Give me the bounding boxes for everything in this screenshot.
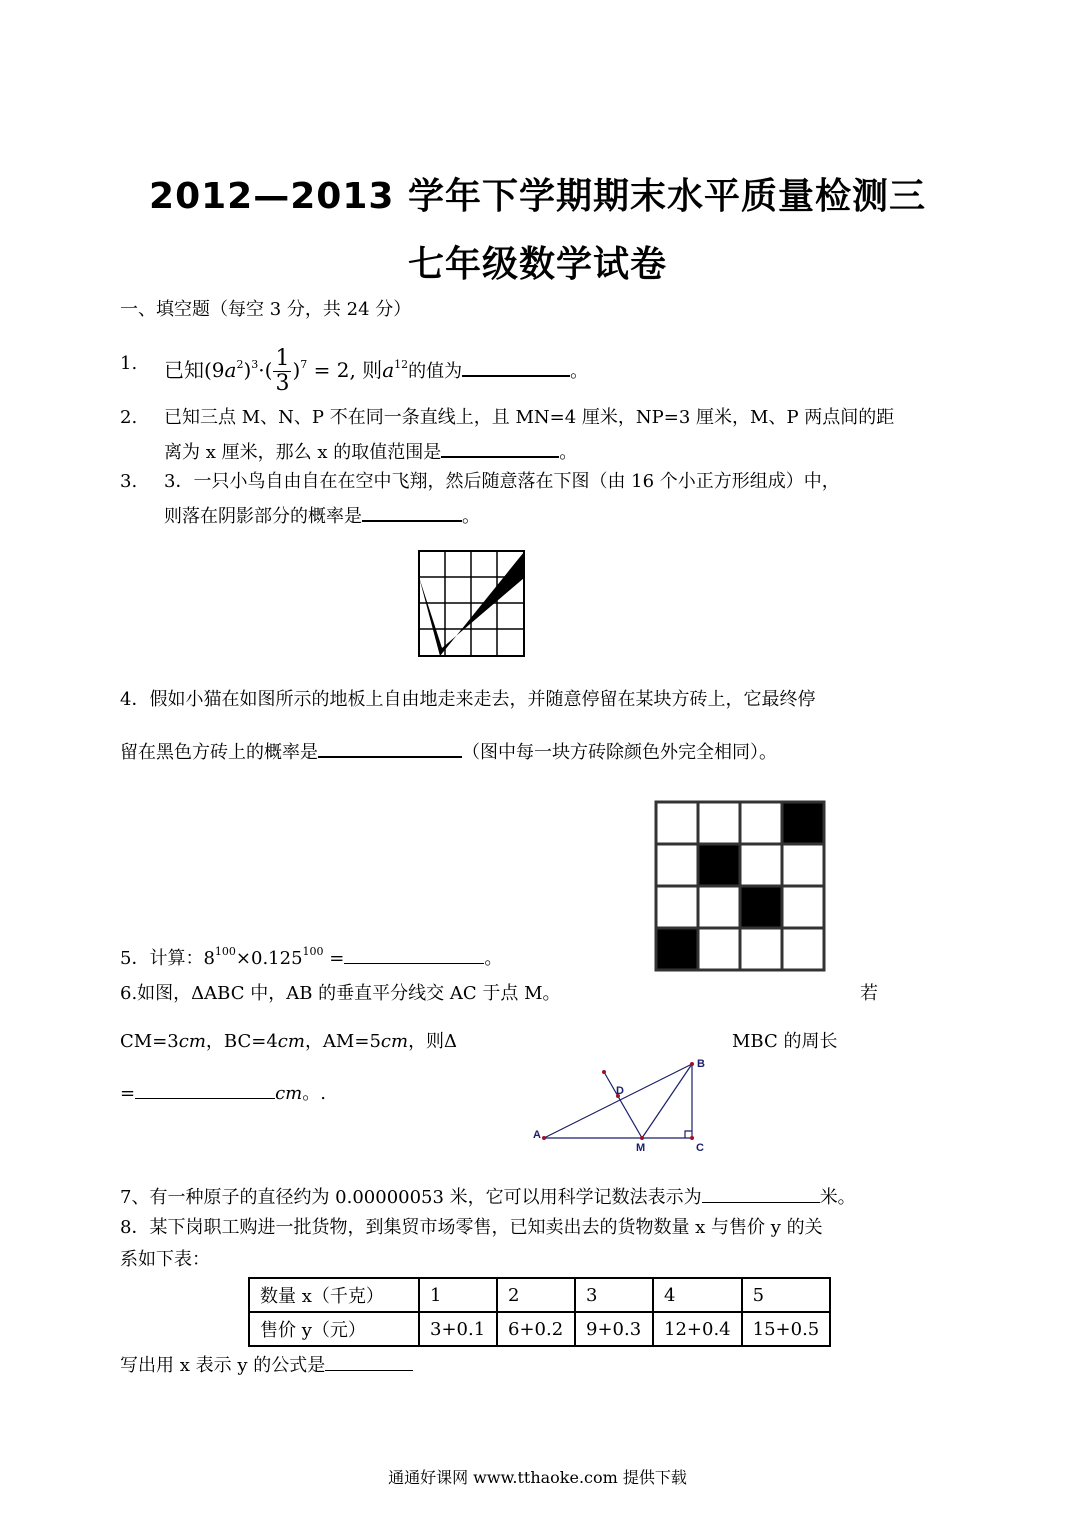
q5-text: ×0.125 bbox=[235, 948, 303, 969]
answer-blank-6[interactable] bbox=[135, 1080, 275, 1099]
white-tile bbox=[782, 886, 824, 928]
question-6-line1: 6.如图，ΔABC 中，AB 的垂直平分线交 AC 于点 M。 bbox=[120, 983, 561, 1004]
q6-text: ，BC=4 bbox=[205, 1031, 278, 1052]
section-heading: 一、填空题（每空 3 分，共 24 分） bbox=[120, 299, 412, 320]
question-1-number: 1. bbox=[120, 353, 138, 374]
q1-expr: ) bbox=[243, 358, 252, 382]
question-6-line2 bbox=[120, 1030, 457, 1054]
question-3-number: 3. bbox=[120, 471, 138, 492]
answer-blank-3[interactable] bbox=[362, 502, 462, 522]
q4-text: 留在黑色方砖上的概率是 bbox=[120, 742, 318, 763]
q1-end: 。 bbox=[570, 361, 589, 382]
table-row bbox=[249, 1312, 830, 1346]
fraction-one-third bbox=[273, 347, 291, 396]
white-tile bbox=[698, 802, 740, 844]
q4-text: （图中每一块方砖除颜色外完全相同）。 bbox=[462, 742, 777, 763]
question-3-line2 bbox=[164, 502, 480, 529]
white-tile bbox=[782, 844, 824, 886]
q1-sup: 12 bbox=[394, 358, 409, 371]
table-cell: 4 bbox=[653, 1278, 742, 1312]
white-tile bbox=[698, 928, 740, 970]
point-label-A: A bbox=[533, 1129, 541, 1141]
question-3-line1: 3．一只小鸟自由自在在空中飞翔，然后随意落在下图（由 16 个小正方形组成）中， bbox=[164, 471, 840, 492]
q2-text: 离为 x 厘米，那么 x 的取值范围是 bbox=[164, 442, 442, 463]
white-tile bbox=[782, 928, 824, 970]
black-tile bbox=[782, 802, 824, 844]
answer-blank-5[interactable] bbox=[344, 945, 484, 964]
point-label-D: D bbox=[616, 1085, 624, 1097]
q2-end: 。 bbox=[559, 442, 578, 463]
table-cell: 3 bbox=[575, 1278, 653, 1312]
table-cell: 数量 x（千克） bbox=[249, 1278, 419, 1312]
question-6-line2-end: MBC 的周长 bbox=[732, 1031, 838, 1052]
q3-text: 则落在阴影部分的概率是 bbox=[164, 506, 362, 527]
black-tile bbox=[740, 886, 782, 928]
question-4-line1: 4．假如小猫在如图所示的地板上自由地走来走去，并随意停留在某块方砖上，它最终停 bbox=[120, 689, 816, 710]
answer-blank-7[interactable] bbox=[702, 1184, 820, 1203]
question-2-line1: 已知三点 M、N、P 不在同一条直线上，且 MN=4 厘米，NP=3 厘米，M、P 两点间的距 bbox=[164, 407, 895, 428]
question-1 bbox=[164, 340, 588, 397]
white-tile bbox=[740, 928, 782, 970]
page-title: 2012—2013 学年下学期期末水平质量检测三 bbox=[149, 176, 926, 217]
black-tile bbox=[656, 928, 698, 970]
question-6-line3 bbox=[120, 1080, 326, 1106]
q5-text: 5．计算：8 bbox=[120, 948, 215, 969]
data-table bbox=[248, 1277, 831, 1347]
q1-var: a bbox=[224, 358, 237, 382]
q1-sup: 3 bbox=[251, 358, 259, 371]
table-cell: 售价 y（元） bbox=[249, 1312, 419, 1346]
table-cell: 1 bbox=[419, 1278, 497, 1312]
q1-expr: = 2, 则 bbox=[307, 358, 383, 382]
q5-sup: 100 bbox=[302, 945, 324, 958]
table-cell: 2 bbox=[497, 1278, 575, 1312]
table-cell: 6+0.2 bbox=[497, 1312, 575, 1346]
point-label-M: M bbox=[636, 1142, 646, 1154]
q6-text: = bbox=[120, 1083, 136, 1104]
table-cell: 3+0.1 bbox=[419, 1312, 497, 1346]
q3-end: 。 bbox=[462, 506, 480, 527]
fraction-numerator: 1 bbox=[275, 346, 290, 371]
q6-text: ，则Δ bbox=[408, 1031, 458, 1052]
white-tile bbox=[656, 886, 698, 928]
q8-text: 写出用 x 表示 y 的公式是 bbox=[120, 1355, 326, 1376]
white-tile bbox=[698, 886, 740, 928]
black-tile bbox=[698, 844, 740, 886]
answer-blank-2[interactable] bbox=[441, 438, 559, 458]
white-tile bbox=[740, 802, 782, 844]
answer-blank-4[interactable] bbox=[318, 738, 462, 758]
table-cell: 5 bbox=[742, 1278, 831, 1312]
q5-sup: 100 bbox=[214, 945, 236, 958]
q6-end: 。. bbox=[302, 1083, 326, 1104]
q1-sup: 7 bbox=[300, 358, 308, 371]
white-tile bbox=[656, 844, 698, 886]
q6-unit: cm bbox=[380, 1031, 409, 1052]
q1-sup: 2 bbox=[236, 358, 244, 371]
white-tile bbox=[656, 802, 698, 844]
question-5 bbox=[120, 940, 502, 971]
page-footer: 通通好课网 www.tthaoke.com 提供下载 bbox=[388, 1468, 687, 1487]
question-7 bbox=[120, 1184, 856, 1210]
question-4-line2 bbox=[120, 738, 777, 765]
page-subtitle: 七年级数学试卷 bbox=[407, 244, 667, 285]
q1-var: a bbox=[382, 358, 395, 382]
point-label-C: C bbox=[696, 1142, 704, 1154]
q6-unit: cm bbox=[275, 1083, 303, 1104]
question-8-line3 bbox=[120, 1352, 413, 1378]
question-8-line1: 8．某下岗职工购进一批货物，到集贸市场零售，已知卖出去的货物数量 x 与售价 y 的关 bbox=[120, 1217, 823, 1238]
fraction-denominator: 3 bbox=[275, 371, 290, 396]
question-8-line2: 系如下表： bbox=[120, 1249, 210, 1270]
q1-expr: ·( bbox=[258, 358, 273, 382]
q7-end: 米。 bbox=[819, 1187, 856, 1208]
table-cell: 12+0.4 bbox=[653, 1312, 742, 1346]
q1-expr: (9 bbox=[204, 358, 225, 382]
table-row bbox=[249, 1278, 830, 1312]
tile-floor-figure bbox=[654, 800, 826, 972]
checkmark-grid-figure bbox=[418, 550, 526, 658]
q6-unit: cm bbox=[277, 1031, 305, 1052]
table-cell: 15+0.5 bbox=[742, 1312, 831, 1346]
q6-text: ，AM=5 bbox=[304, 1031, 381, 1052]
question-6-ruo: 若 bbox=[860, 983, 878, 1004]
answer-blank-8[interactable] bbox=[325, 1352, 413, 1371]
answer-blank-1[interactable] bbox=[462, 357, 570, 377]
question-2-line2 bbox=[164, 438, 577, 465]
point-label-B: B bbox=[697, 1058, 705, 1070]
q1-expr: ) bbox=[292, 358, 301, 382]
question-2-number: 2. bbox=[120, 407, 138, 428]
q6-unit: cm bbox=[178, 1031, 206, 1052]
q5-text: = bbox=[323, 948, 345, 969]
q7-text: 7、有一种原子的直径约为 0.00000053 米，它可以用科学记数法表示为 bbox=[120, 1187, 702, 1208]
q5-end: 。 bbox=[484, 948, 503, 969]
q6-text: CM=3 bbox=[120, 1031, 179, 1052]
table-cell: 9+0.3 bbox=[575, 1312, 653, 1346]
q1-prefix: 已知 bbox=[164, 358, 204, 382]
triangle-figure bbox=[530, 1054, 720, 1154]
white-tile bbox=[740, 844, 782, 886]
q1-suffix: 的值为 bbox=[408, 361, 463, 382]
